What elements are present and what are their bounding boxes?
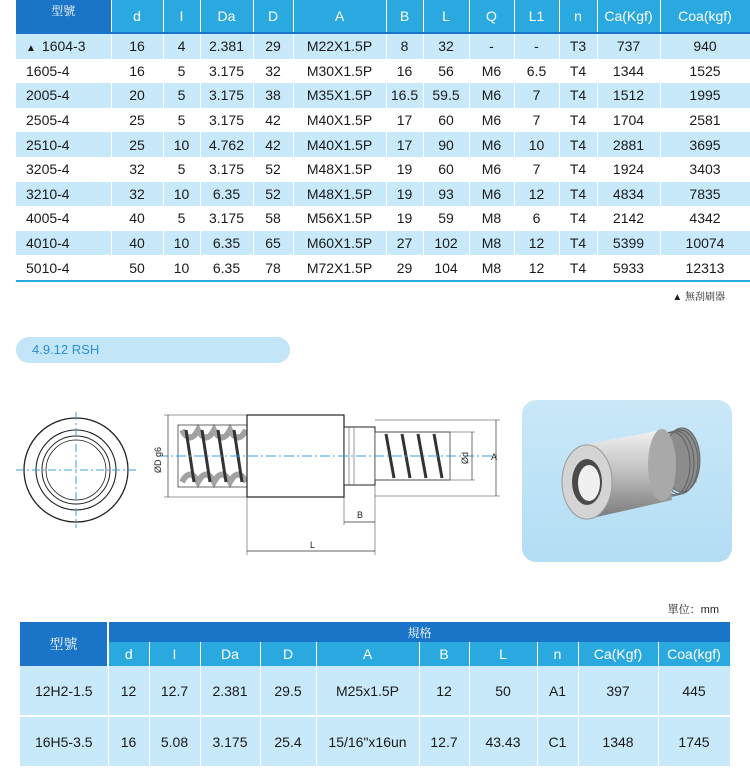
table-row <box>16 157 750 182</box>
cell-a: M35X1.5P <box>293 83 386 108</box>
cell-a: M30X1.5P <box>293 59 386 84</box>
cell-q: M8 <box>469 255 514 281</box>
cell-a: M40X1.5P <box>293 108 386 133</box>
model-text: 4010-4 <box>26 235 70 252</box>
cell-coa: 4342 <box>660 206 750 231</box>
cell-ca: 2142 <box>597 206 660 231</box>
cell-da: 3.175 <box>200 157 253 182</box>
cell-ca: 1924 <box>597 157 660 182</box>
table-header-row <box>16 0 750 33</box>
cell-d: 52 <box>253 157 293 182</box>
cell-model <box>16 206 111 231</box>
cell-d: 25 <box>111 108 163 133</box>
cell-q: - <box>469 33 514 59</box>
header-l: L <box>423 0 469 33</box>
cell-l: 59 <box>423 206 469 231</box>
cell-q: M6 <box>469 83 514 108</box>
header-col: A <box>316 642 419 666</box>
cell-a: M40X1.5P <box>293 132 386 157</box>
nut-photo-panel <box>522 400 732 562</box>
cell-ca: 1512 <box>597 83 660 108</box>
model-text: 1604-3 <box>41 38 86 55</box>
table-row <box>16 108 750 133</box>
cell-i: 5 <box>163 59 200 84</box>
header-n: n <box>559 0 597 33</box>
cell-i: 5 <box>163 108 200 133</box>
model-text: 2510-4 <box>26 136 70 153</box>
cell-q: M6 <box>469 182 514 207</box>
cell-n: T4 <box>559 108 597 133</box>
cell-a: 15/16"x16un <box>316 716 419 766</box>
cell-b: 29 <box>386 255 423 281</box>
cell-coa: 1745 <box>658 716 730 766</box>
cell-coa: 3695 <box>660 132 750 157</box>
header-q: Q <box>469 0 514 33</box>
cell-l1: 6 <box>514 206 559 231</box>
cell-b: 12 <box>419 666 469 716</box>
cell-d: 29 <box>253 33 293 59</box>
cell-l1: 12 <box>514 231 559 256</box>
cell-d: 42 <box>253 108 293 133</box>
cell-model <box>16 255 111 281</box>
cell-n: T4 <box>559 231 597 256</box>
cell-n: T4 <box>559 182 597 207</box>
header-model: 型號 <box>16 0 111 33</box>
cell-l: 60 <box>423 108 469 133</box>
cell-b: 19 <box>386 157 423 182</box>
header-ca: Ca(Kgf) <box>597 0 660 33</box>
header-d: d <box>111 0 163 33</box>
cell-da: 3.175 <box>200 83 253 108</box>
cell-i: 12.7 <box>149 666 200 716</box>
cell-b: 17 <box>386 132 423 157</box>
header-a: A <box>293 0 386 33</box>
cell-d: 58 <box>253 206 293 231</box>
cell-b: 16 <box>386 59 423 84</box>
cell-ca: 1348 <box>578 716 658 766</box>
cell-d: 32 <box>111 182 163 207</box>
cell-a: M72X1.5P <box>293 255 386 281</box>
cell-l: 59.5 <box>423 83 469 108</box>
cell-da: 6.35 <box>200 255 253 281</box>
cell-model <box>16 33 111 59</box>
cell-l1: 6.5 <box>514 59 559 84</box>
cell-model <box>16 108 111 133</box>
header-col: Ca(Kgf) <box>578 642 658 666</box>
b-label: B <box>357 510 364 520</box>
header-da: Da <box>200 0 253 33</box>
cell-model <box>16 83 111 108</box>
cell-b: 19 <box>386 182 423 207</box>
model-text: 3210-4 <box>26 185 70 202</box>
table-row <box>16 182 750 207</box>
cell-n: A1 <box>537 666 578 716</box>
cell-n: T4 <box>559 59 597 84</box>
od-label: ØD g6 <box>153 446 163 474</box>
cell-coa: 1525 <box>660 59 750 84</box>
table-body <box>20 666 730 766</box>
cell-ca: 5933 <box>597 255 660 281</box>
cell-coa: 445 <box>658 666 730 716</box>
cell-l1: - <box>514 33 559 59</box>
header-col: d <box>108 642 149 666</box>
cell-i: 5 <box>163 157 200 182</box>
model-text: 2005-4 <box>26 87 70 104</box>
cell-d: 25.4 <box>260 716 316 766</box>
cell-b: 12.7 <box>419 716 469 766</box>
cell-d: 16 <box>111 59 163 84</box>
cell-d: 40 <box>111 231 163 256</box>
model-text: 5010-4 <box>26 259 70 276</box>
cell-coa: 940 <box>660 33 750 59</box>
cell-a: M25x1.5P <box>316 666 419 716</box>
cell-da: 3.175 <box>200 59 253 84</box>
cell-q: M8 <box>469 231 514 256</box>
cell-d: 42 <box>253 132 293 157</box>
table-header-row <box>20 642 730 666</box>
cell-b: 19 <box>386 206 423 231</box>
l-label: L <box>310 540 316 550</box>
cell-model: 16H5-3.5 <box>20 716 108 766</box>
cell-coa: 7835 <box>660 182 750 207</box>
cell-da: 3.175 <box>200 108 253 133</box>
cell-b: 16.5 <box>386 83 423 108</box>
cell-da: 2.381 <box>200 666 260 716</box>
cell-a: M48X1.5P <box>293 182 386 207</box>
cell-model <box>16 132 111 157</box>
header-col: Da <box>200 642 260 666</box>
cell-a: M48X1.5P <box>293 157 386 182</box>
cell-d: 20 <box>111 83 163 108</box>
cell-l1: 12 <box>514 255 559 281</box>
cell-ca: 2881 <box>597 132 660 157</box>
table-row <box>16 33 750 59</box>
cell-n: C1 <box>537 716 578 766</box>
cell-l1: 7 <box>514 157 559 182</box>
header-coa: Coa(kgf) <box>660 0 750 33</box>
table-row <box>16 255 750 281</box>
cell-a: M60X1.5P <box>293 231 386 256</box>
cell-d: 52 <box>253 182 293 207</box>
cell-d: 50 <box>111 255 163 281</box>
cell-a: M56X1.5P <box>293 206 386 231</box>
table-row <box>16 231 750 256</box>
cell-d: 32 <box>111 157 163 182</box>
cell-ca: 4834 <box>597 182 660 207</box>
table-row <box>16 59 750 84</box>
cell-ca: 5399 <box>597 231 660 256</box>
model-text: 3205-4 <box>26 161 70 178</box>
cell-b: 8 <box>386 33 423 59</box>
cell-coa: 10074 <box>660 231 750 256</box>
header-b: B <box>386 0 423 33</box>
cell-n: T4 <box>559 157 597 182</box>
cell-i: 5 <box>163 83 200 108</box>
cell-d: 65 <box>253 231 293 256</box>
cell-da: 3.175 <box>200 716 260 766</box>
table-row <box>20 716 730 766</box>
cell-d: 29.5 <box>260 666 316 716</box>
cell-l: 102 <box>423 231 469 256</box>
cell-coa: 2581 <box>660 108 750 133</box>
no-wiper-marker: ▲ <box>26 43 36 55</box>
table-row <box>20 666 730 716</box>
cell-l: 56 <box>423 59 469 84</box>
cell-model <box>16 231 111 256</box>
cell-n: T4 <box>559 83 597 108</box>
header-model: 型號 <box>20 622 108 666</box>
cell-i: 5 <box>163 206 200 231</box>
cell-q: M6 <box>469 108 514 133</box>
section-title: 4.9.12 RSH <box>16 337 290 363</box>
header-spec: 規格 <box>108 622 730 642</box>
table-row <box>16 206 750 231</box>
cell-da: 6.35 <box>200 182 253 207</box>
header-col: B <box>419 642 469 666</box>
table-row <box>16 83 750 108</box>
end-view-drawing <box>10 410 140 530</box>
cell-coa: 3403 <box>660 157 750 182</box>
table-row <box>16 132 750 157</box>
header-l1: L1 <box>514 0 559 33</box>
header-col: I <box>149 642 200 666</box>
cell-l: 93 <box>423 182 469 207</box>
cell-model: 12H2-1.5 <box>20 666 108 716</box>
header-i: I <box>163 0 200 33</box>
cell-l1: 12 <box>514 182 559 207</box>
cell-l1: 10 <box>514 132 559 157</box>
cell-l: 104 <box>423 255 469 281</box>
header-col: L <box>469 642 537 666</box>
cell-d: 25 <box>111 132 163 157</box>
cell-n: T3 <box>559 33 597 59</box>
cell-da: 2.381 <box>200 33 253 59</box>
cell-a: M22X1.5P <box>293 33 386 59</box>
cell-ca: 397 <box>578 666 658 716</box>
cell-ca: 1704 <box>597 108 660 133</box>
model-text: 2505-4 <box>26 112 70 129</box>
cell-i: 5.08 <box>149 716 200 766</box>
model-text: 1605-4 <box>26 62 70 79</box>
cell-n: T4 <box>559 132 597 157</box>
cell-ca: 737 <box>597 33 660 59</box>
thread-a-label: A <box>491 452 498 462</box>
header-col: n <box>537 642 578 666</box>
cell-d: 32 <box>253 59 293 84</box>
header-col: Coa(kgf) <box>658 642 730 666</box>
side-view-drawing <box>150 400 510 560</box>
cell-b: 17 <box>386 108 423 133</box>
cell-l: 32 <box>423 33 469 59</box>
cell-b: 27 <box>386 231 423 256</box>
cell-i: 10 <box>163 132 200 157</box>
bore-label: Ød <box>460 451 470 465</box>
nut-spec-table <box>16 0 750 282</box>
cell-q: M6 <box>469 59 514 84</box>
nut-3d-illustration <box>522 400 732 562</box>
cell-l: 50 <box>469 666 537 716</box>
cell-i: 10 <box>163 182 200 207</box>
cell-model <box>16 182 111 207</box>
cell-l: 90 <box>423 132 469 157</box>
cell-d: 16 <box>108 716 149 766</box>
cell-model <box>16 59 111 84</box>
cell-q: M8 <box>469 206 514 231</box>
footnote-no-wiper: ▲ 無刮刷器 <box>672 292 725 303</box>
cell-l1: 7 <box>514 108 559 133</box>
header-outer-d: D <box>253 0 293 33</box>
cell-i: 10 <box>163 231 200 256</box>
cell-coa: 12313 <box>660 255 750 281</box>
cell-d: 12 <box>108 666 149 716</box>
cell-i: 10 <box>163 255 200 281</box>
cell-d: 16 <box>111 33 163 59</box>
cell-d: 40 <box>111 206 163 231</box>
cell-n: T4 <box>559 206 597 231</box>
cell-n: T4 <box>559 255 597 281</box>
unit-label: 單位：mm <box>667 604 719 616</box>
cell-l1: 7 <box>514 83 559 108</box>
cell-ca: 1344 <box>597 59 660 84</box>
cell-d: 78 <box>253 255 293 281</box>
table-body <box>16 33 750 281</box>
cell-l: 43.43 <box>469 716 537 766</box>
cell-da: 4.762 <box>200 132 253 157</box>
cell-i: 4 <box>163 33 200 59</box>
cell-d: 38 <box>253 83 293 108</box>
header-col: D <box>260 642 316 666</box>
cell-da: 6.35 <box>200 231 253 256</box>
cell-da: 3.175 <box>200 206 253 231</box>
cell-q: M6 <box>469 157 514 182</box>
cell-q: M6 <box>469 132 514 157</box>
cell-l: 60 <box>423 157 469 182</box>
spec-group-row <box>20 622 730 642</box>
rsh-spec-table <box>20 622 731 766</box>
cell-coa: 1995 <box>660 83 750 108</box>
model-text: 4005-4 <box>26 210 70 227</box>
cell-model <box>16 157 111 182</box>
